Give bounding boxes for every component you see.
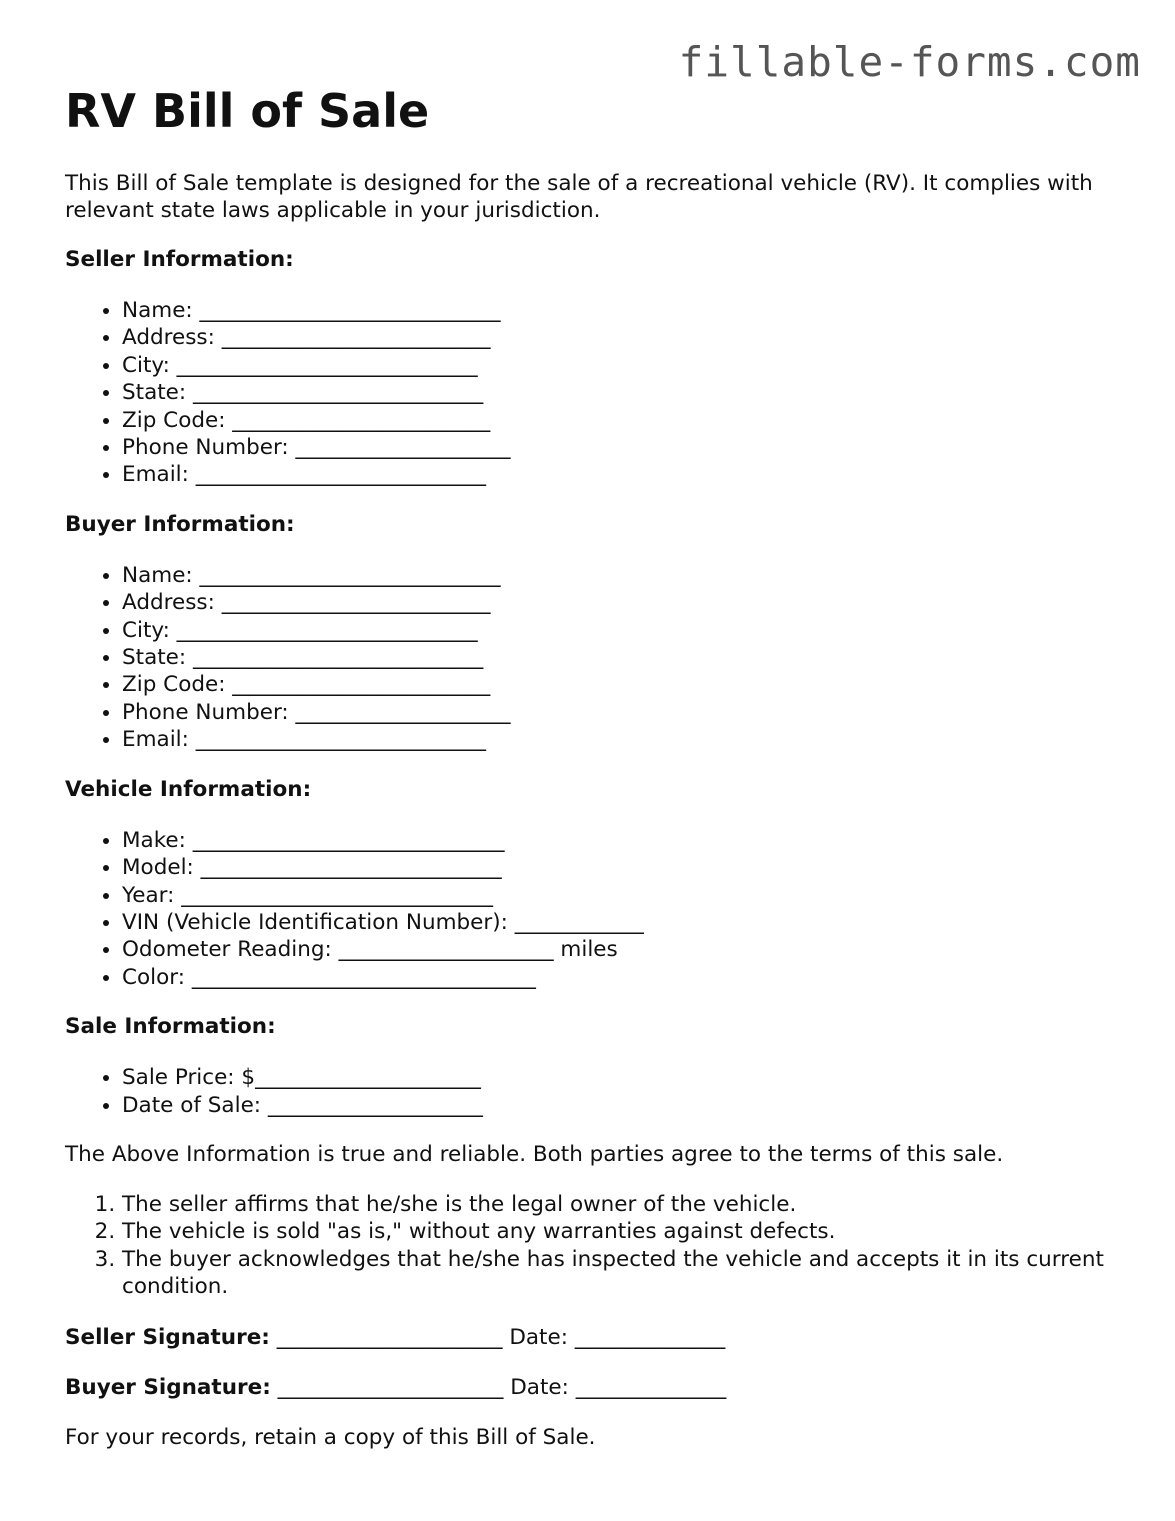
buyer-address-field: • Address: _________________________: [122, 589, 1125, 616]
vehicle-vin-field: • VIN (Vehicle Identification Number): ____________: [122, 909, 1125, 936]
records-note: For your records, retain a copy of this Bill of Sale.: [65, 1424, 596, 1450]
agreement-statement: The Above Information is true and reliable. Both parties agree to the terms of this sale.: [65, 1141, 1004, 1167]
buyer-email-field: • Email: ___________________________: [122, 726, 1125, 753]
seller-signature-label: Seller Signature:: [65, 1324, 270, 1350]
vehicle-color-field: • Color: ________________________________: [122, 964, 1125, 991]
buyer-signature-label: Buyer Signature:: [65, 1374, 271, 1400]
buyer-phone-field: • Phone Number: ____________________: [122, 699, 1125, 726]
seller-email-field: • Email: ___________________________: [122, 461, 1125, 488]
vehicle-heading: Vehicle Information:: [65, 776, 312, 802]
document: [65, 82, 1125, 1451]
seller-name-field: • Name: ____________________________: [122, 297, 1125, 324]
buyer-zip-field: • Zip Code: ________________________: [122, 671, 1125, 698]
vehicle-year-field: • Year: _____________________________: [122, 882, 1125, 909]
sale-heading: Sale Information:: [65, 1014, 276, 1040]
seller-state-field: • State: ___________________________: [122, 379, 1125, 406]
term-item: 3. The buyer acknowledges that he/she has inspected the vehicle and accepts it in its current condition.: [122, 1246, 1125, 1301]
page-title: RV Bill of Sale: [65, 84, 430, 138]
buyer-heading: Buyer Information:: [65, 511, 295, 537]
intro-paragraph: This Bill of Sale template is designed for the sale of a recreational vehicle (RV). It complies with relevant state laws applicable in your jurisdiction.: [65, 171, 1093, 223]
sale-date-field: • Date of Sale: ____________________: [122, 1092, 1125, 1119]
buyer-signature-blank: _____________________ Date: ______________: [270, 1374, 727, 1400]
vehicle-odometer-field: • Odometer Reading: ____________________ miles: [122, 936, 1125, 963]
buyer-fields-list: [65, 562, 1125, 754]
term-item: 1. The seller affirms that he/she is the legal owner of the vehicle.: [122, 1191, 1125, 1218]
sale-fields-list: [65, 1064, 1125, 1119]
vehicle-make-field: • Make: _____________________________: [122, 827, 1125, 854]
seller-signature-line: [65, 1324, 1125, 1351]
seller-heading: Seller Information:: [65, 247, 294, 272]
seller-fields-list: [65, 297, 1125, 489]
seller-signature-blank: _____________________ Date: ______________: [269, 1324, 726, 1350]
vehicle-model-field: • Model: ____________________________: [122, 854, 1125, 881]
seller-address-field: • Address: _________________________: [122, 324, 1125, 351]
buyer-state-field: • State: ___________________________: [122, 644, 1125, 671]
buyer-name-field: • Name: ____________________________: [122, 562, 1125, 589]
buyer-signature-line: [65, 1374, 1125, 1401]
term-item: 2. The vehicle is sold "as is," without any warranties against defects.: [122, 1218, 1125, 1245]
terms-list: [65, 1191, 1125, 1301]
sale-price-field: • Sale Price: $_____________________: [122, 1064, 1125, 1091]
buyer-city-field: • City: ____________________________: [122, 617, 1125, 644]
seller-city-field: • City: ____________________________: [122, 352, 1125, 379]
vehicle-fields-list: [65, 827, 1125, 991]
seller-phone-field: • Phone Number: ____________________: [122, 434, 1125, 461]
watermark: fillable-forms.com: [678, 38, 1141, 86]
seller-zip-field: • Zip Code: ________________________: [122, 407, 1125, 434]
